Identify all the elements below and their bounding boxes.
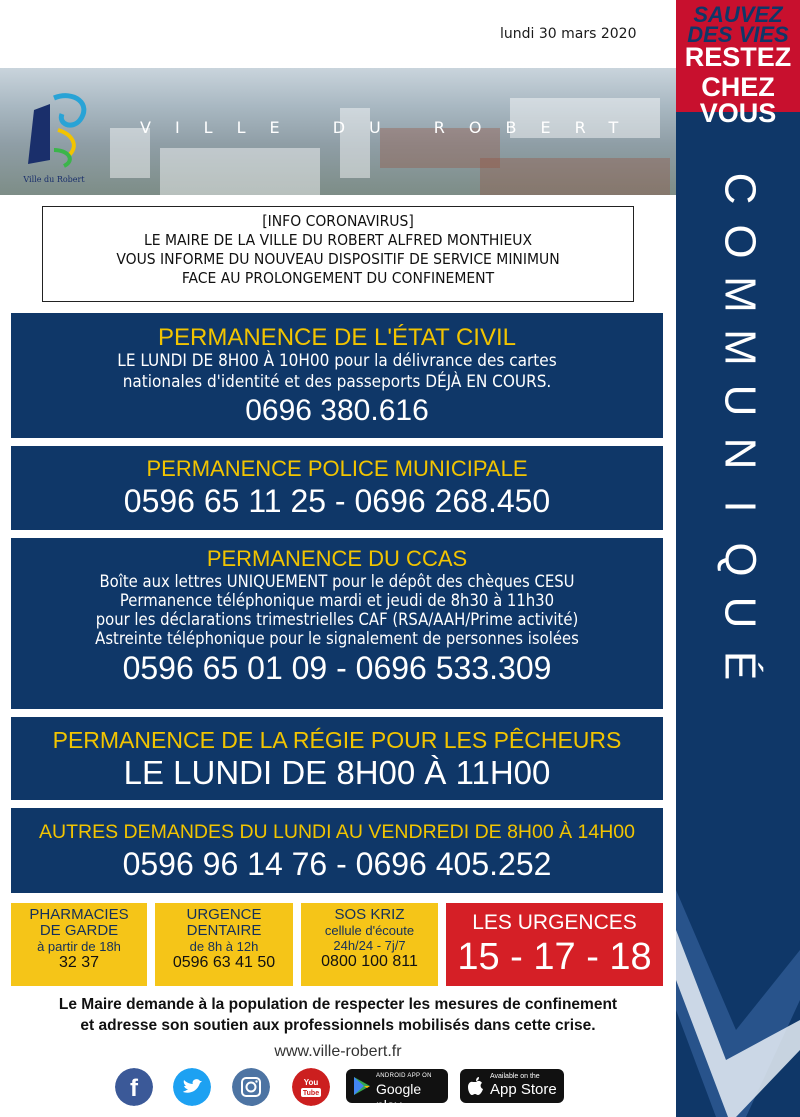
ccas-heading: PERMANENCE DU CCAS <box>206 546 468 571</box>
slogan-line: SAUVEZ <box>693 2 783 27</box>
coronavirus-info-box <box>42 206 634 302</box>
sos-number[interactable]: 0800 100 811 <box>321 953 418 970</box>
ccas-panel <box>11 538 663 709</box>
svg-text:You: You <box>303 1078 319 1087</box>
ccas-line: Astreinte téléphonique pour le signalement de personnes isolées <box>95 629 579 648</box>
pharmacies-box <box>11 903 147 986</box>
publication-date: lundi 30 mars 2020 <box>500 26 637 42</box>
slogan-line: CHEZ VOUS <box>699 72 777 128</box>
communique-letter: I <box>715 500 765 513</box>
regie-heading: PERMANENCE DE LA RÉGIE POUR LES PÊCHEURS <box>52 727 622 753</box>
logo-text: Ville du Robert <box>23 175 85 184</box>
communique-letter: Q <box>715 542 765 577</box>
urgences-box <box>446 903 663 986</box>
svg-text:Tube: Tube <box>302 1090 320 1097</box>
mayor-message-line: Le Maire demande à la population de respecter les mesures de confinement <box>58 996 618 1013</box>
info-line: FACE AU PROLONGEMENT DU CONFINEMENT <box>181 269 495 287</box>
sos-kriz-box <box>301 903 438 986</box>
instagram-icon[interactable] <box>232 1068 270 1106</box>
sos-line: cellule d'écoute <box>324 923 415 938</box>
town-banner <box>0 68 676 195</box>
ccas-line: Boîte aux lettres UNIQUEMENT pour le dépôt des chèques CESU <box>99 572 575 591</box>
etat-civil-heading: PERMANENCE DE L'ÉTAT CIVIL <box>158 324 516 351</box>
website-link[interactable]: www.ville-robert.fr <box>274 1043 402 1060</box>
police-phone[interactable]: 0596 65 11 25 - 0696 268.450 <box>123 483 551 519</box>
pharmacies-number[interactable]: 32 37 <box>58 954 100 971</box>
slogan-line: DES VIES <box>687 22 789 47</box>
communique-letter: N <box>715 437 765 470</box>
info-line: VOUS INFORME DU NOUVEAU DISPOSITIF DE SERVICE MINIMUN <box>116 250 560 268</box>
regie-panel <box>11 717 663 800</box>
pharmacies-line: PHARMACIES <box>29 906 129 923</box>
info-line: [INFO CORONAVIRUS] <box>262 212 414 230</box>
etat-civil-panel <box>11 313 663 438</box>
sos-line: 24h/24 - 7j/7 <box>333 938 406 953</box>
svg-text:f: f <box>130 1075 138 1102</box>
dentaire-box <box>155 903 293 986</box>
communique-letter: C <box>715 172 765 205</box>
communique-letter: U <box>715 596 765 629</box>
etat-civil-line: nationales d'identité et des passeports DÉJÀ EN COURS. <box>122 372 552 392</box>
ccas-line: Permanence téléphonique mardi et jeudi de 8h30 à 11h30 <box>119 591 555 610</box>
etat-civil-line: LE LUNDI DE 8H00 À 10H00 pour la délivrance des cartes <box>117 351 557 371</box>
google-play-label: Google play <box>376 1081 422 1113</box>
app-store-small: Available on the <box>490 1073 540 1080</box>
ville-du-robert-logo <box>14 90 94 190</box>
urgences-numbers[interactable]: 15 - 17 - 18 <box>457 936 652 978</box>
ccas-line: pour les déclarations trimestrielles CAF (RSA/AAH/Prime activité) <box>95 610 579 629</box>
dentaire-line: de 8h à 12h <box>189 939 259 954</box>
autres-demandes-panel <box>11 808 663 893</box>
communique-letter: É <box>715 650 765 681</box>
pharmacies-line: à partir de 18h <box>37 939 121 954</box>
facebook-icon[interactable] <box>115 1068 153 1106</box>
apple-icon <box>468 1076 484 1096</box>
twitter-icon[interactable] <box>173 1068 211 1106</box>
police-heading: PERMANENCE POLICE MUNICIPALE <box>146 456 528 481</box>
sos-line: SOS KRIZ <box>334 906 405 923</box>
autres-phone[interactable]: 0596 96 14 76 - 0696 405.252 <box>122 846 552 882</box>
urgences-title: LES URGENCES <box>472 911 637 934</box>
communique-letter: M <box>715 329 765 366</box>
dentaire-line: DENTAIRE <box>186 922 262 939</box>
communique-letter: O <box>715 224 765 259</box>
app-store-label: App Store <box>490 1081 557 1098</box>
info-line: LE MAIRE DE LA VILLE DU ROBERT ALFRED MONTHIEUX <box>143 231 533 249</box>
mayor-message-line: et adresse son soutien aux professionnels mobilisés dans cette crise. <box>80 1017 596 1034</box>
etat-civil-phone[interactable]: 0696 380.616 <box>245 394 429 427</box>
regie-hours: LE LUNDI DE 8H00 À 11H00 <box>123 754 551 791</box>
stay-home-slogan <box>676 0 800 128</box>
communique-letter: U <box>715 384 765 417</box>
dentaire-number[interactable]: 0596 63 41 50 <box>172 954 276 971</box>
mayor-message <box>0 994 676 1036</box>
app-store-badge[interactable] <box>460 1069 564 1103</box>
communique-vertical-title <box>698 162 778 692</box>
youtube-icon[interactable] <box>292 1068 330 1106</box>
google-play-small: ANDROID APP ON <box>376 1073 432 1079</box>
police-panel <box>11 446 663 530</box>
dentaire-line: URGENCE <box>186 906 262 923</box>
sidebar-decoration <box>676 890 800 1117</box>
pharmacies-line: DE GARDE <box>39 922 119 939</box>
banner-title: VILLE DU ROBERT <box>140 118 643 137</box>
ccas-phone[interactable]: 0596 65 01 09 - 0696 533.309 <box>122 650 552 686</box>
google-play-badge[interactable] <box>346 1069 448 1113</box>
autres-heading: AUTRES DEMANDES DU LUNDI AU VENDREDI DE 8H00 À 14H00 <box>39 821 635 843</box>
communique-letter: M <box>715 276 765 313</box>
google-play-icon <box>353 1076 371 1096</box>
slogan-line: RESTEZ <box>684 42 792 72</box>
